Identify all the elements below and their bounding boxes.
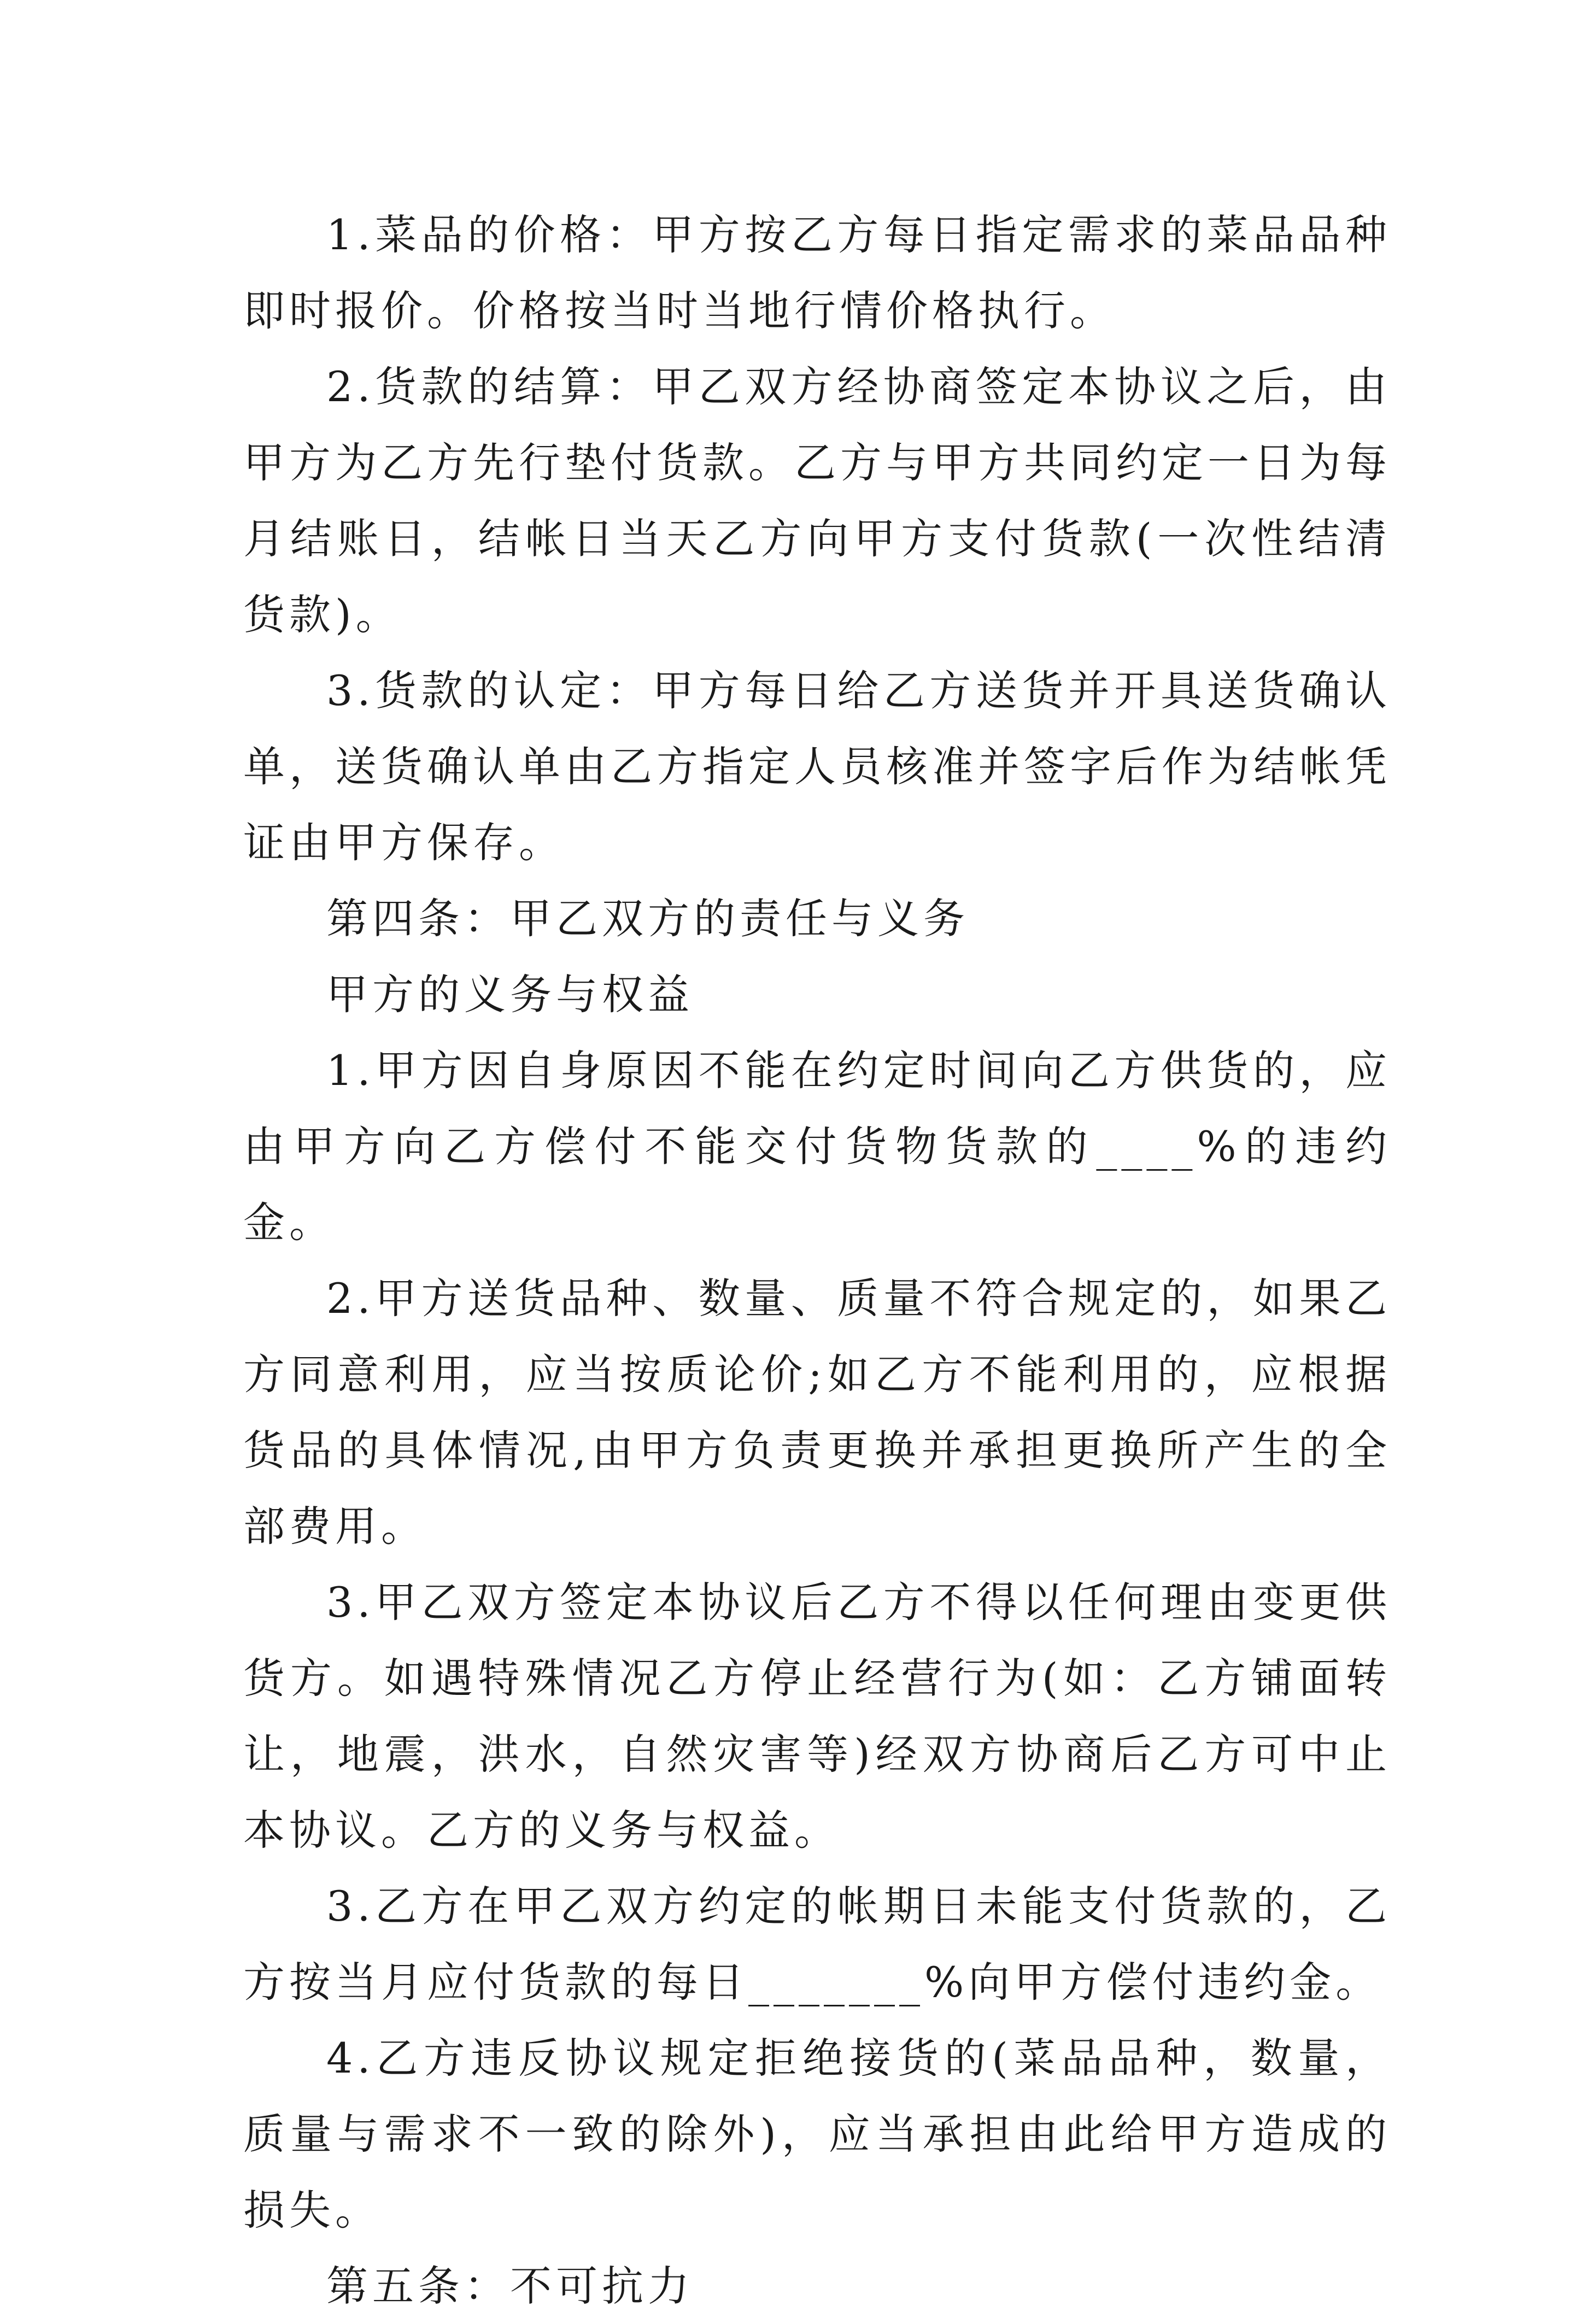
party-a-obligations-heading: 甲方的义务与权益: [326, 970, 694, 1019]
article-four-heading: 第四条：甲乙双方的责任与义务: [326, 894, 969, 943]
article-five-heading: 第五条：不可抗力: [326, 2262, 694, 2310]
paragraph-party-b-payment: 3.乙方在甲乙双方约定的帐期日未能支付货款的，乙方按当月应付货款的每日_______%向甲方偿付违约金。: [243, 1882, 1391, 2006]
paragraph-party-a-delay: 1.甲方因自身原因不能在约定时间向乙方供货的，应由甲方向乙方偿付不能交付货物货款的____%的违约金。: [243, 1046, 1391, 1247]
paragraph-party-b-refusal: 4.乙方违反协议规定拒绝接货的(菜品品种，数量，质量与需求不一致的除外)，应当承担由此给甲方造成的损失。: [243, 2034, 1391, 2234]
document-body: [243, 197, 1391, 2324]
paragraph-party-a-quality: 2.甲方送货品种、数量、质量不符合规定的，如果乙方同意利用，应当按质论价;如乙方不能利用的，应根据货品的具体情况,由甲方负责更换并承担更换所产生的全部费用。: [243, 1274, 1391, 1551]
paragraph-supplier-change: 3.甲乙双方签定本协议后乙方不得以任何理由变更供货方。如遇特殊情况乙方停止经营行为(如：乙方铺面转让，地震，洪水，自然灾害等)经双方协商后乙方可中止本协议。乙方的义务与权益。: [243, 1578, 1391, 1854]
paragraph-price: 1.菜品的价格：甲方按乙方每日指定需求的菜品品种即时报价。价格按当时当地行情价格执行。: [243, 210, 1391, 335]
paragraph-settlement: 2.货款的结算：甲乙双方经协商签定本协议之后，由甲方为乙方先行垫付货款。乙方与甲方共同约定一日为每月结账日，结帐日当天乙方向甲方支付货款(一次性结清货款)。: [243, 362, 1391, 639]
paragraph-confirmation: 3.货款的认定：甲方每日给乙方送货并开具送货确认单，送货确认单由乙方指定人员核准并签字后作为结帐凭证由甲方保存。: [243, 666, 1391, 867]
